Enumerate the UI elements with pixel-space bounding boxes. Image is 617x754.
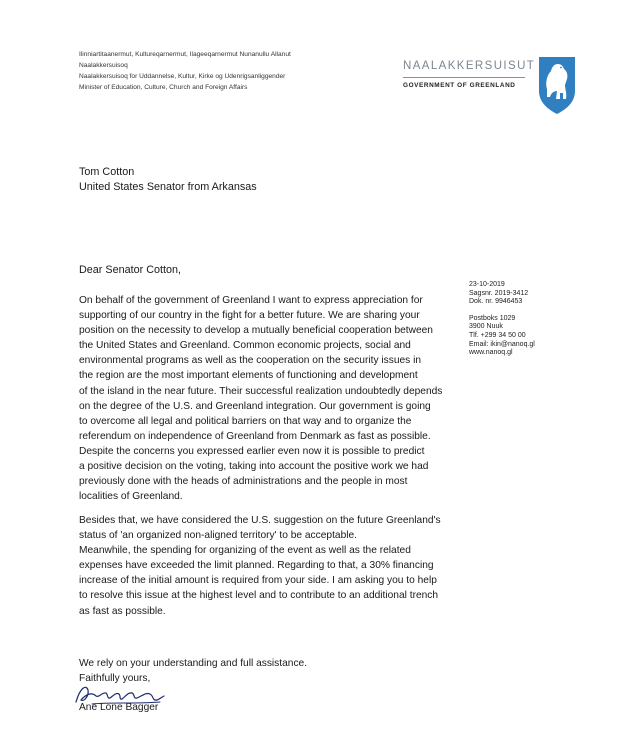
phone: Tlf. +299 34 50 00 [469, 331, 526, 339]
salutation: Dear Senator Cotton, [79, 264, 182, 276]
text-line: position on the necessity to develop a mutually beneficial cooperation between [79, 325, 433, 337]
brand-government: GOVERNMENT OF GREENLAND [403, 82, 516, 89]
sender-line: Naalakkersuisoq for Uddannelse, Kultur, Kirke og Udenrigsanliggender [79, 73, 286, 80]
recipient-block [79, 165, 257, 195]
brand-name: NAALAKKERSUISUT [403, 60, 536, 72]
letter-date: 23-10-2019 [469, 281, 505, 288]
text-line: supporting of our country in the fight for a better future. We are sharing your [79, 310, 420, 322]
text-line: as fast as possible. [79, 605, 166, 617]
sender-line: Naalakkersuisoq [79, 62, 128, 69]
text-line: environmental programs as well as the cooperation on the security issues in [79, 355, 422, 367]
text-line: increase of the initial amount is required from your side. I am asking you to help [79, 575, 437, 587]
recipient-name: Tom Cotton [79, 166, 135, 178]
sender-line: Minister of Education, Culture, Church and Foreign Affairs [79, 84, 248, 91]
document-number: Dok. nr. 9946453 [469, 298, 523, 306]
text-line: referendum on independence of Greenland from Denmark as fast as possible. [79, 430, 431, 442]
text-line: Meanwhile, the spending for organizing of the event as well as the related [79, 545, 411, 557]
brand-divider [403, 77, 525, 78]
text-line: the United States and Greenland. Common economic projects, social and [79, 340, 411, 352]
text-line: previously done with the heads of administrations and the people in most [79, 476, 408, 488]
text-line: Despite the concerns you expressed earlier even now it is possible to predict [79, 445, 425, 457]
polar-bear-shield-icon [537, 55, 577, 115]
closing-line: We rely on your understanding and full assistance. [79, 658, 308, 669]
text-line: to resolve this issue at the highest level and to contribute to an additional trench [79, 590, 439, 602]
body-paragraph-2 [79, 513, 449, 619]
text-line: Besides that, we have considered the U.S. suggestion on the future Greenland's [79, 515, 441, 526]
body-paragraph-1 [79, 293, 449, 504]
text-line: the region are the most important elements of functioning and development [79, 370, 418, 382]
website: www.nanoq.gl [469, 349, 513, 357]
text-line: expenses have exceeded the limit planned. Regarding to that, a 30% financing [79, 560, 434, 572]
text-line: status of 'an organized non-aligned territory' to be acceptable. [79, 530, 357, 542]
case-number: Sagsnr. 2019-3412 [469, 289, 529, 297]
text-line: to overcome all legal and political barriers on that way and to organize the [79, 415, 412, 427]
email: Email: ikin@nanoq.gl [469, 340, 535, 348]
text-line: On behalf of the government of Greenland I want to express appreciation for [79, 295, 423, 306]
postbox: Postboks 1029 [469, 314, 516, 322]
sender-block [79, 49, 291, 93]
text-line: a positive decision on the voting, taking into account the positive work we had [79, 461, 429, 473]
reference-block [469, 281, 535, 358]
city: 3900 Nuuk [469, 323, 503, 331]
valediction: Faithfully yours, [79, 673, 151, 684]
recipient-title: United States Senator from Arkansas [79, 181, 257, 193]
text-line: of the island in the near future. Their successful realization undoubtedly depends [79, 385, 443, 397]
signer-name: Ane Lone Bagger [79, 702, 159, 713]
text-line: on the degree of the U.S. and Greenland integration. Our government is going [79, 400, 431, 412]
text-line: localities of Greenland. [79, 491, 183, 503]
sender-line: Ilinniartitaanermut, Kultureqarnermut, Ilageeqarnermut Nunanullu Allanut [79, 51, 291, 58]
